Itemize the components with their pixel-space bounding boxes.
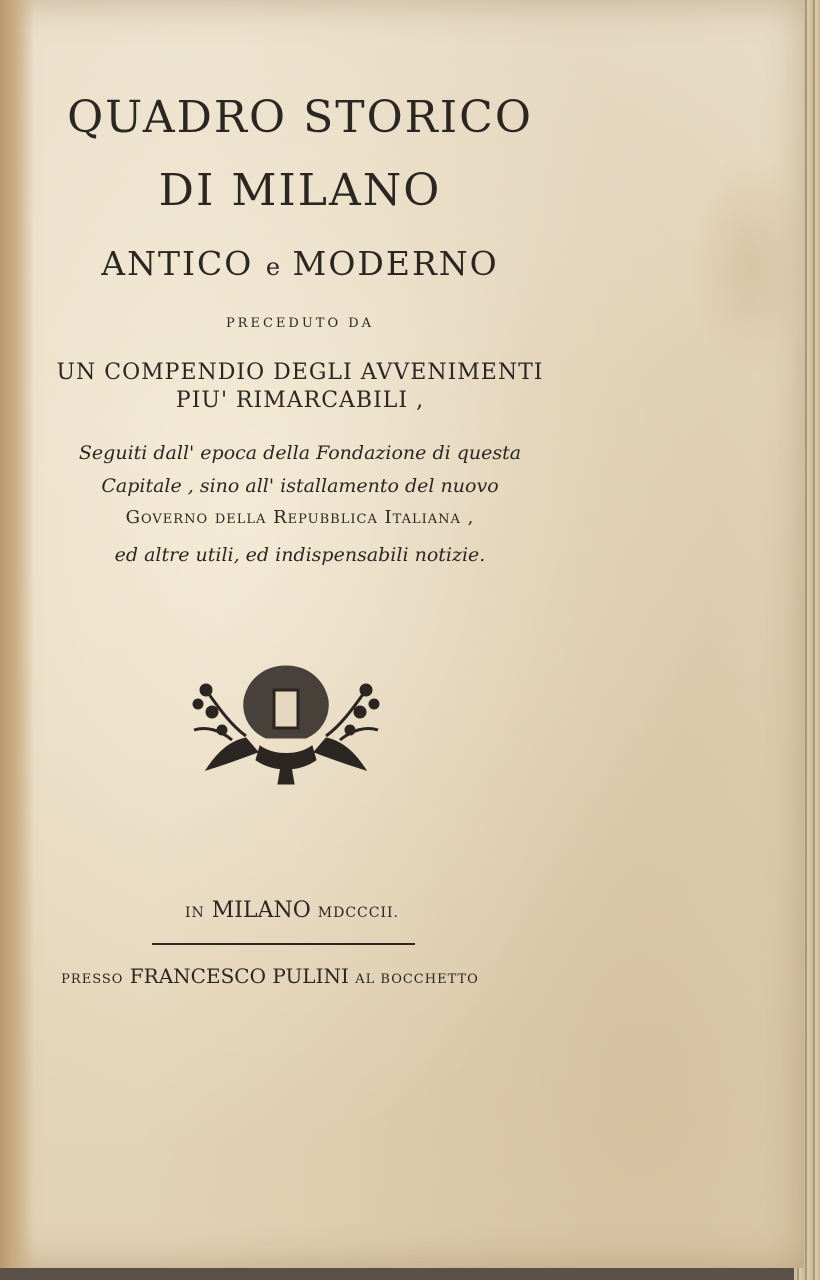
printer-name: FRANCESCO PULINI: [129, 964, 349, 988]
paper-stain: [690, 150, 810, 380]
imprint-rule: [152, 943, 415, 945]
preceded-by: PRECEDUTO DA: [225, 316, 375, 331]
printer-line: [0, 964, 560, 988]
subtitle-b: MODERNO: [292, 244, 499, 283]
title-line-1: QUADRO STORICO: [67, 92, 533, 143]
compendium-line-1: UN COMPENDIO DEGLI AVVENIMENTI: [56, 360, 544, 385]
subtitle-joiner: e: [265, 253, 281, 281]
imprint-city: MILANO: [211, 898, 311, 923]
body-line-4: ed altre utili, ed indispensabili notizie.: [114, 544, 486, 566]
subtitle: [0, 244, 600, 283]
compendium-line-2: PIU' RIMARCABILI ,: [175, 388, 425, 413]
body-line-2: Capitale , sino all' istallamento del nuovo: [101, 475, 499, 497]
imprint-place: [0, 898, 592, 923]
printers-ornament-icon: [186, 660, 386, 790]
title-line-2: DI MILANO: [158, 165, 442, 216]
body-line-1: Seguiti dall' epoca della Fondazione di questa: [78, 442, 522, 464]
body-line-3: Governo della Repubblica Italiana ,: [125, 507, 475, 528]
printer-suffix: AL BOCCHETTO: [355, 972, 479, 987]
printer-prefix: PRESSO: [61, 972, 124, 987]
imprint-year: MDCCCII.: [317, 905, 399, 921]
subtitle-a: ANTICO: [101, 244, 254, 283]
imprint-prefix: IN: [185, 905, 205, 921]
